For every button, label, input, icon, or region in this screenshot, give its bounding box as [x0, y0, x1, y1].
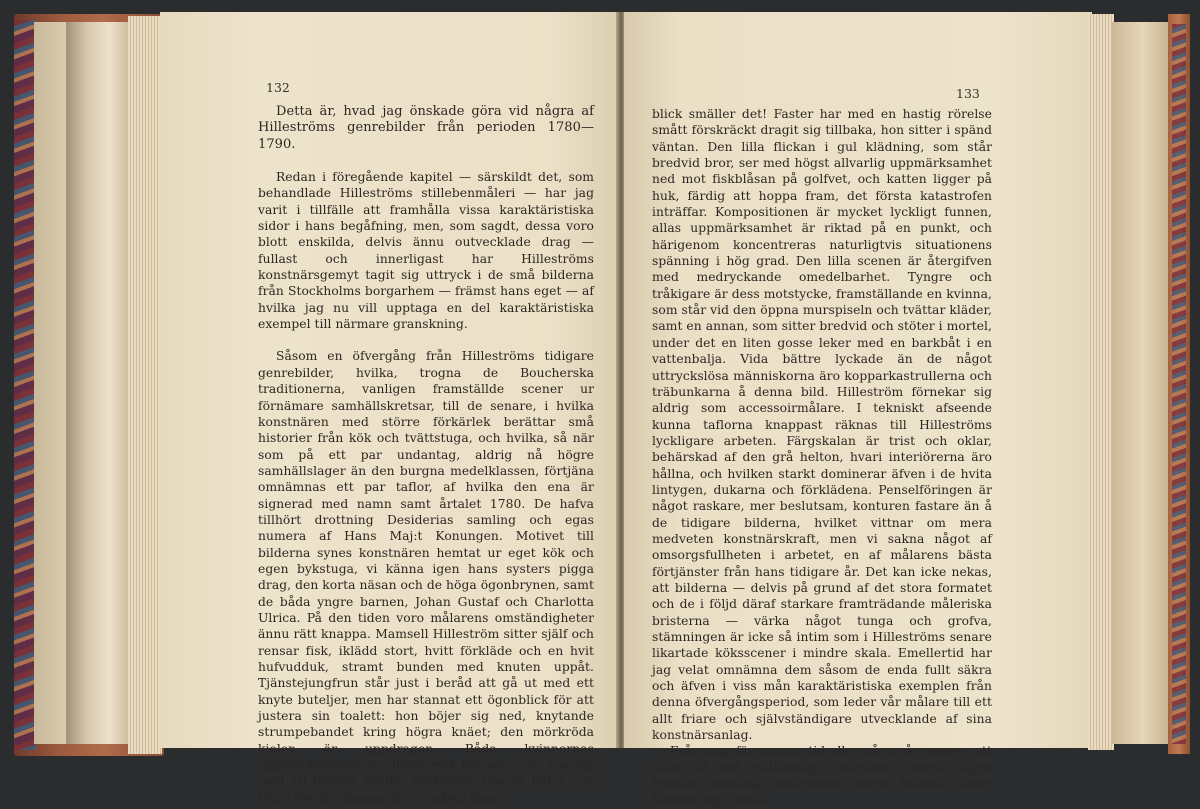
right-page-text [652, 106, 992, 809]
right-page-edges [1088, 14, 1114, 750]
left-flyleaf-fold [66, 22, 128, 744]
left-marbled-endpaper [14, 20, 36, 750]
left-page-text [258, 104, 594, 806]
right-page-number: 133 [956, 86, 980, 101]
right-page [624, 12, 1092, 808]
right-marbled-endpaper [1172, 24, 1186, 744]
left-page [160, 12, 618, 805]
right-paragraph-2: Från ungefär samma tid eller några år senare, att sluta af det fullkomligt likartade, ehuru något friskare tekniska utförandet, torde tvänne bilder härleda sig, hvilka [652, 744, 992, 808]
left-paragraph-1: Detta är, hvad jag önskade göra vid några af Hilleströms genrebilder från perioden 1780—1790. [258, 104, 594, 152]
left-paragraph-3: Såsom en öfvergång från Hilleströms tidigare genrebilder, hvilka, trogna de Boucherska traditionerna, vanligen framställde scener ur förnämare samhällskretsar, till de senare, i hvilka konstnären med större förkärlek berättar små historier från kök och tvättstuga, och hvilka, så när som på ett par undantag, aldrig nå högre samhällslager än den burgna medelklassen, förtjäna omnämnas ett par taflor, af hvilka den ena är signerad med namn samt årtalet 1780. De hafva tillhört drottning Desiderias samling och egas numera af Hans Maj:t Konungen. Motivet till bilderna synes konstnären hemtat ur eget kök och egen bykstuga, vi känna igen hans systers pigga drag, den korta näsan och de höga ögonbrynen, samt de båda yngre barnen, Johan Gustaf och Charlotta Ulrica. På den tiden voro målarens omständigheter ännu rätt knappa. Mamsell Hilleström sitter själf och rensar fisk, iklädd stort, hvitt förkläde och en hvit hufvudduk, stramt bunden med knuten uppåt. Tjänstejungfrun står just i beråd att gå ut med ett knyte buteljer, men har stannat ett ögonblick för att justera sin toalett: hon böjer sig ned, knytande strumpebandet kring högra knäet; den mörkröda kjolen är uppdragen. Båda kvinnornas uppmärksamhet är riktad mot barnen, som roa sig med att trampa sönder fiskblåsor. Gossen lyfter just foten för att stampa till — i nästa ögon- [258, 349, 594, 805]
left-page-number: 132 [266, 80, 290, 95]
right-flyleaf [1112, 22, 1174, 744]
left-paragraph-2: Redan i föregående kapitel — särskildt det, som behandlade Hilleströms stillebenmåleri — har jag varit i tillfälle att framhålla vissa karaktäristiska sidor i hans begåfning, men, som sagdt, dessa voro blott enskilda, delvis ännu outvecklade drag — fullast och innerligast har Hilleströms konstnärsgemyt tagit sig uttryck i de små bilderna från Stockholms borgarhem — främst hans eget — af hvilka jag nu vill upptaga en del karaktäristiska exempel till närmare granskning. [258, 170, 594, 332]
right-paragraph-1: blick smäller det! Faster har med en hastig rörelse smått förskräckt dragit sig tillbaka, hon sitter i spänd väntan. Den lilla flickan i gul klädning, som står bredvid bror, ser med högst allvarlig uppmärksamhet ned mot fiskblåsan på golfvet, och katten ligger på huk, färdig att hoppa fram, det första katastrofen inträffar. Kompositionen är mycket lyckligt funnen, allas uppmärksamhet är riktad på en punkt, och härigenom koncentreras naturligtvis situationens spänning i hög grad. Den lilla scenen är återgifven med medryckande omedelbarhet. Tyngre och tråkigare är dess motstycke, framställande en kvinna, som står vid den öppna murspiseln och tvättar kläder, samt en annan, som sitter bredvid och stöter i mortel, under det en liten gosse leker med en barkbåt i en vattenbalja. Vida bättre lyckade än de något uttryckslösa människorna äro kopparkastrullerna och träbunkarna å denna bild. Hilleström förnekar sig aldrig som accessoirmålare. I tekniskt afseende kunna taflorna knappast räknas till Hilleströms lyckligare arbeten. Färgskalan är trist och oklar, behärskad af den grå helton, hvari interiörerna äro hållna, och hvilken starkt dominerar äfven i de hvita lintygen, dukarna och förklädena. Penselföringen är något raskare, mer beslutsam, konturen fastare än å de tidigare bilderna, hvilket vittnar om mera medveten konstnärskraft, men vi sakna något af omsorgsfullheten i arbetet, en af målarens bästa förtjänster från hans tidigare år. Det kan icke nekas, att bilderna — delvis på grund af det stora formatet och de i följd däraf starkare framträdande måleriska bristerna — värka något tunga och grofva, stämningen är icke så intim som i Hilleströms senare likartade köksscener i mindre skala. Emellertid har jag velat omnämna dem såsom de enda fullt säkra och äfven i viss mån karaktäristiska exemplen från denna öfvergångsperiod, som leder vår målare till ett allt friare och självständigare utvecklande af sina konstnärsanlag. [652, 107, 992, 743]
left-page-edges [128, 16, 162, 754]
